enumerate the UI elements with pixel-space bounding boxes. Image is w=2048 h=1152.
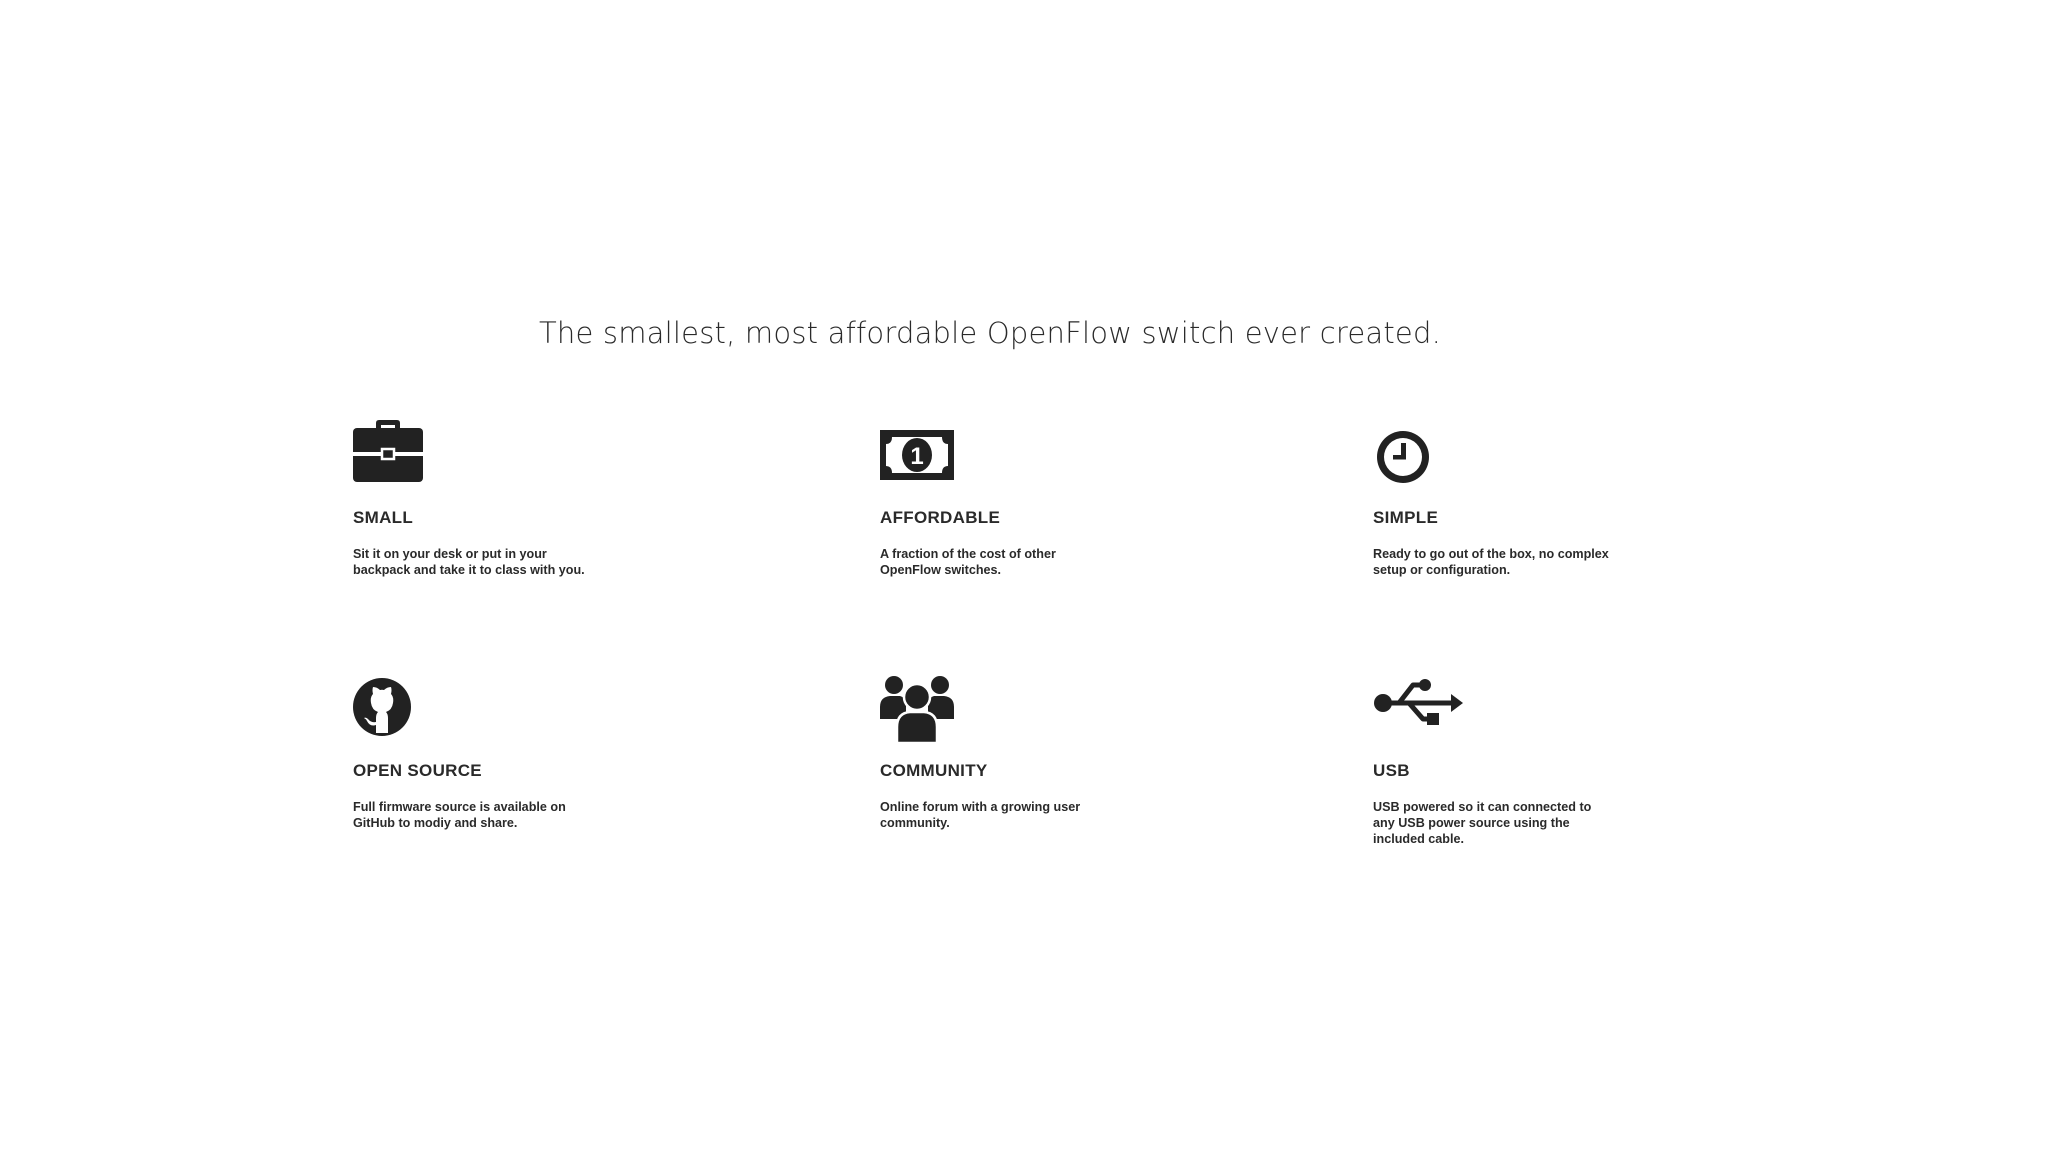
briefcase-icon: [353, 420, 425, 482]
feature-title: COMMUNITY: [880, 761, 988, 780]
feature-description: A fraction of the cost of other OpenFlow switches.: [880, 547, 1056, 577]
banknote-numeral: 1: [910, 443, 924, 470]
feature-title: AFFORDABLE: [880, 508, 1001, 527]
feature-description: Online forum with a growing user community.: [880, 800, 1081, 830]
feature-title: SMALL: [353, 508, 414, 527]
clock-icon: [1373, 420, 1437, 484]
feature-description: Sit it on your desk or put in your backpack and take it to class with you.: [353, 547, 585, 577]
feature-description: Full firmware source is available on GitHub to modiy and share.: [353, 800, 566, 830]
feature-description: Ready to go out of the box, no complex setup or configuration.: [1373, 547, 1609, 577]
banknote-icon: [880, 420, 956, 482]
page-headline: The smallest, most affordable OpenFlow switch ever created.: [538, 316, 1442, 350]
feature-title: USB: [1373, 761, 1410, 780]
feature-description: USB powered so it can connected to any USB power source using the included cable.: [1373, 800, 1592, 846]
feature-title: SIMPLE: [1373, 508, 1439, 527]
feature-title: OPEN SOURCE: [353, 761, 482, 780]
github-icon: [353, 673, 417, 737]
usb-icon: [1373, 673, 1465, 733]
users-icon: [880, 673, 956, 743]
